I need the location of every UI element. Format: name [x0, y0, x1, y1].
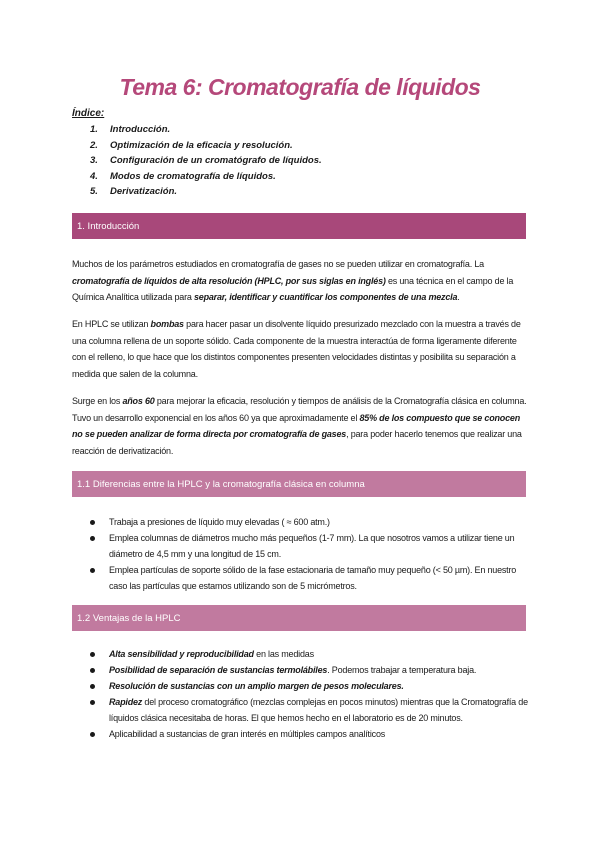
list-item: Emplea columnas de diámetros mucho más pequeños (1-7 mm). La que nosotros vamos a utilizar tiene un diámetro de 4,5 mm y una longitud de 15 cm.	[90, 530, 530, 562]
index-item: 2. Optimización de la eficacia y resolución.	[90, 139, 293, 151]
advantages-list	[90, 646, 530, 742]
bullet-icon	[90, 684, 95, 689]
index-item: 1. Introducción.	[90, 124, 171, 135]
bullet-icon	[90, 732, 95, 737]
page-title: Tema 6: Cromatografía de líquidos	[119, 74, 481, 100]
bullet-icon	[90, 700, 95, 705]
paragraph-intro: Muchos de los parámetros estudiados en cromatografía de gases no se pueden utilizar en cromatografía. La cromatografía de líquidos de alta resolución (HPLC, por sus siglas en inglés) es una técnica en el campo de la Química Analítica utilizada para separar, identificar y cuantificar los componentes de una mezcla.	[72, 259, 514, 302]
bullet-icon	[90, 668, 95, 673]
index-item: 3. Configuración de un cromatógrafo de líquidos.	[90, 155, 322, 166]
list-item: Resolución de sustancias con un amplio margen de pesos moleculares.	[90, 678, 530, 694]
list-item: Aplicabilidad a sustancias de gran interés en múltiples campos analíticos	[90, 726, 530, 742]
bullet-icon	[90, 536, 95, 541]
section-heading-diferencias: 1.1 Diferencias entre la HPLC y la cromatografía clásica en columna	[72, 471, 526, 497]
bullet-icon	[90, 652, 95, 657]
list-item: Alta sensibilidad y reproducibilidad en las medidas	[90, 646, 530, 662]
list-item: Trabaja a presiones de líquido muy elevadas ( ≈ 600 atm.)	[90, 514, 530, 530]
paragraph-bombas: En HPLC se utilizan bombas para hacer pasar un disolvente líquido presurizado mezclado con la muestra a través de una columna rellena de un soporte sólido. Cada componente de la muestra interactúa de forma ligeramente diferente con el relleno, lo que hace que los distintos componentes presenten velocidades distintas y posibilita su separación a medida que salen de la columna.	[72, 319, 521, 379]
index-item: 5. Derivatización.	[90, 186, 178, 197]
index-list	[90, 122, 322, 200]
bullet-icon	[90, 520, 95, 525]
paragraph-historia: Surge en los años 60 para mejorar la eficacia, resolución y tiempos de análisis de la Cromatografía clásica en columna. Tuvo un desarrollo exponencial en los años 60 ya que aproximadamente el 85% de los compuesto que se conocen no se pueden analizar de forma directa por cromatografía de gases, para poder hacerlo tenemos que realizar una reacción de derivatización.	[72, 396, 527, 456]
differences-list	[90, 514, 530, 594]
list-item: Emplea partículas de soporte sólido de la fase estacionaria de tamaño muy pequeño (< 50 µm). En nuestro caso las partículas que estamos utilizando son de 5 micrómetros.	[90, 562, 530, 594]
index-item: 4. Modos de cromatografía de líquidos.	[90, 170, 276, 182]
section-heading-introduccion: 1. Introducción	[72, 213, 526, 239]
index-label: Índice:	[72, 108, 105, 119]
section-heading-ventajas: 1.2 Ventajas de la HPLC	[72, 605, 526, 631]
list-item: Posibilidad de separación de sustancias termolábiles. Podemos trabajar a temperatura baja.	[90, 662, 530, 678]
bullet-icon	[90, 568, 95, 573]
list-item: Rapidez del proceso cromatográfico (mezclas complejas en pocos minutos) mientras que la Cromatografía de líquidos clásica necesitaba de horas. El que hemos hecho en el laboratorio es de 20 minutos.	[90, 694, 530, 726]
